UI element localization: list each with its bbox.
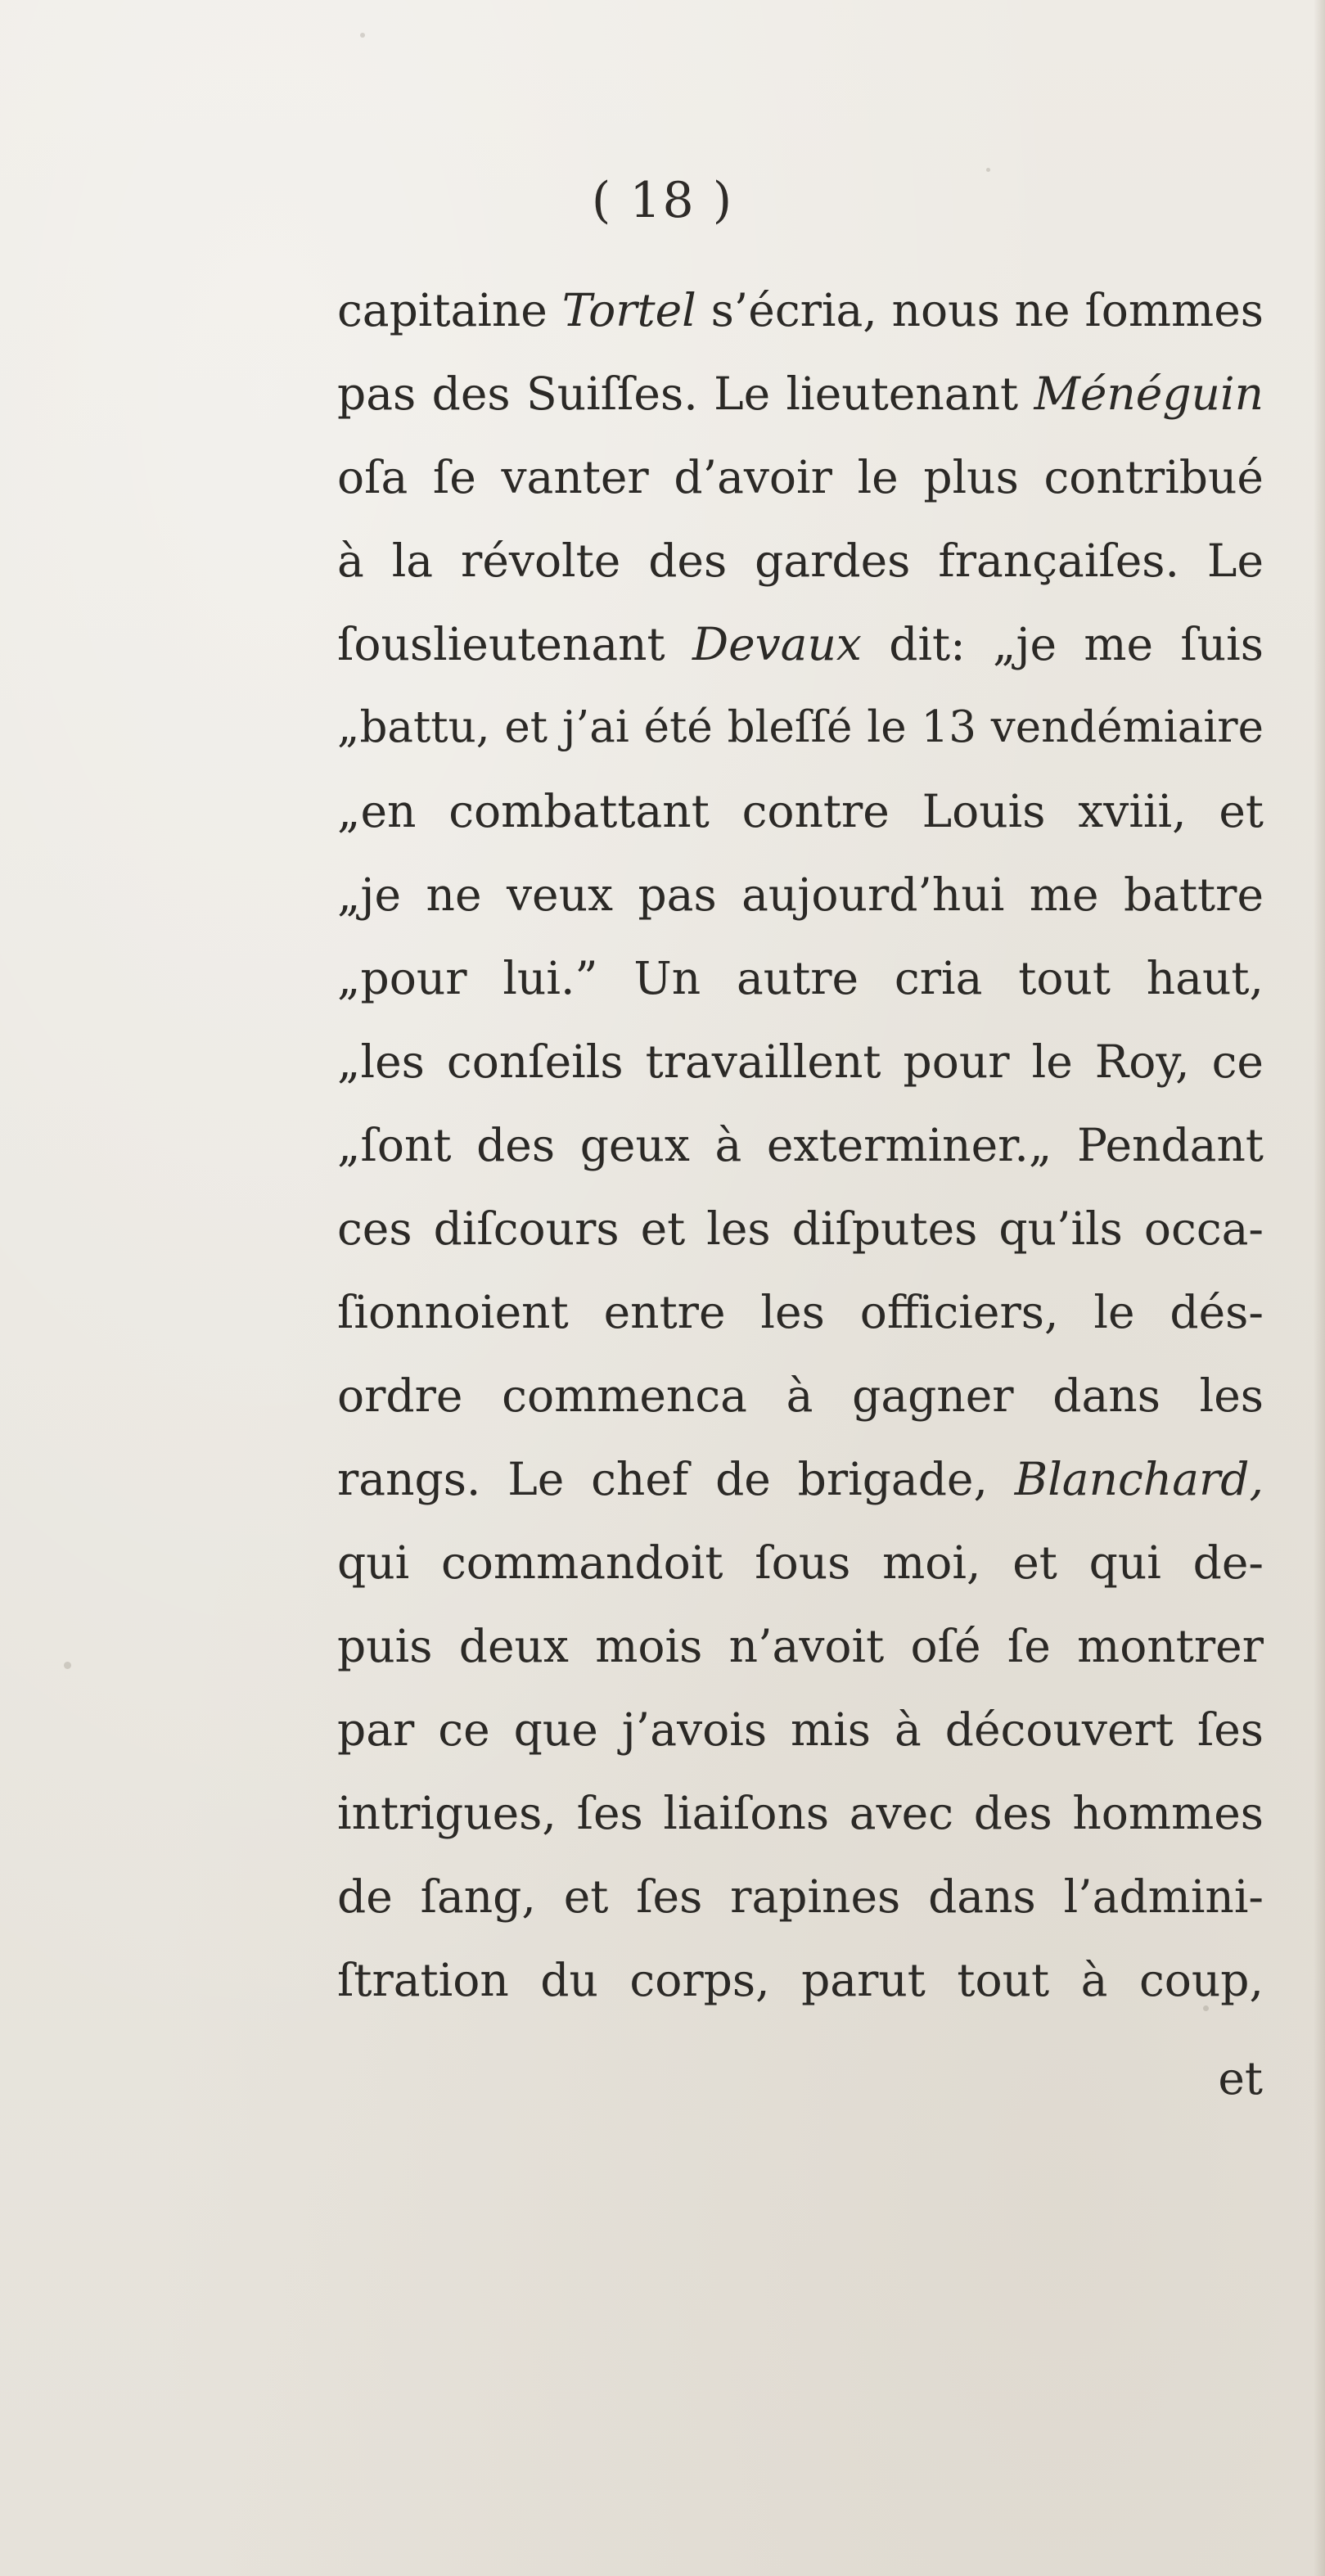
text-line xyxy=(337,1187,1264,1270)
text-segment: rangs. Le chef de brigade, xyxy=(337,1453,1015,1505)
text-segment: de ſang, et ſes rapines dans l’admini- xyxy=(337,1870,1264,1923)
text-segment: „je ne veux pas aujourd’hui me battre xyxy=(337,868,1264,921)
text-segment: s’écria, nous ne ſommes xyxy=(696,284,1264,336)
text-segment: „pour lui.” Un autre cria tout haut, xyxy=(337,952,1264,1004)
text-line xyxy=(337,1020,1264,1103)
text-line xyxy=(337,769,1264,853)
paper-speck xyxy=(64,1662,71,1669)
text-line xyxy=(337,1437,1264,1521)
text-segment: à la révolte des gardes françaiſes. Le xyxy=(337,535,1264,587)
text-segment: ſouslieutenant xyxy=(337,618,692,670)
text-segment: puis deux mois n’avoit oſé ſe montrer xyxy=(337,1620,1264,1672)
text-segment: ordre commenca à gagner dans les xyxy=(337,1369,1264,1422)
text-line xyxy=(337,1521,1264,1604)
text-line xyxy=(337,1688,1264,1771)
paper-speck xyxy=(360,33,365,38)
catchword: et xyxy=(1218,2052,1263,2105)
text-segment: ces diſcours et les diſputes qu’ils occa- xyxy=(337,1202,1264,1255)
italic-name: Devaux xyxy=(692,618,862,670)
text-line xyxy=(337,686,1264,769)
text-line xyxy=(337,1855,1264,1938)
text-line xyxy=(337,1354,1264,1437)
text-line xyxy=(337,519,1264,602)
text-line xyxy=(337,1270,1264,1354)
text-segment: qui commandoit ſous moi, et qui de- xyxy=(337,1536,1264,1589)
text-segment: „en combattant contre Louis xviii, et xyxy=(337,785,1264,837)
italic-name: Tortel xyxy=(561,284,696,336)
text-line xyxy=(337,936,1264,1020)
text-segment: oſa ſe vanter d’avoir le plus contribué xyxy=(337,451,1264,503)
italic-name: Ménéguin xyxy=(1034,368,1264,420)
text-segment: ſionnoient entre les officiers, le dés- xyxy=(337,1286,1264,1338)
text-segment: ſtration du corps, parut tout à coup, xyxy=(337,1954,1264,2006)
text-segment: intrigues, ſes liaiſons avec des hommes xyxy=(337,1787,1264,1839)
italic-name: Blanchard, xyxy=(1014,1453,1264,1505)
text-line xyxy=(337,352,1264,435)
text-segment: „les conſeils travaillent pour le Roy, ce xyxy=(337,1035,1264,1088)
text-segment: „ſont des geux à exterminer.„ Pendant xyxy=(337,1119,1264,1171)
text-line xyxy=(337,435,1264,519)
text-line xyxy=(337,602,1264,686)
text-segment: pas des Suiſſes. Le lieutenant xyxy=(337,368,1034,420)
text-segment: „battu, et j’ai été bleſſé le 13 vendémiaire xyxy=(337,702,1264,752)
text-line xyxy=(337,1771,1264,1855)
text-line xyxy=(337,1103,1264,1187)
page-number: ( 18 ) xyxy=(591,172,734,229)
text-line xyxy=(337,268,1264,352)
text-segment: capitaine xyxy=(337,284,562,336)
body-text xyxy=(337,268,1264,2022)
text-segment: dit: „je me ſuis xyxy=(861,618,1264,670)
text-line xyxy=(337,853,1264,936)
text-line xyxy=(337,1604,1264,1688)
page-edge-shadow xyxy=(1314,0,1325,2576)
text-segment: par ce que j’avois mis à découvert ſes xyxy=(337,1703,1264,1756)
text-line xyxy=(337,1938,1264,2022)
